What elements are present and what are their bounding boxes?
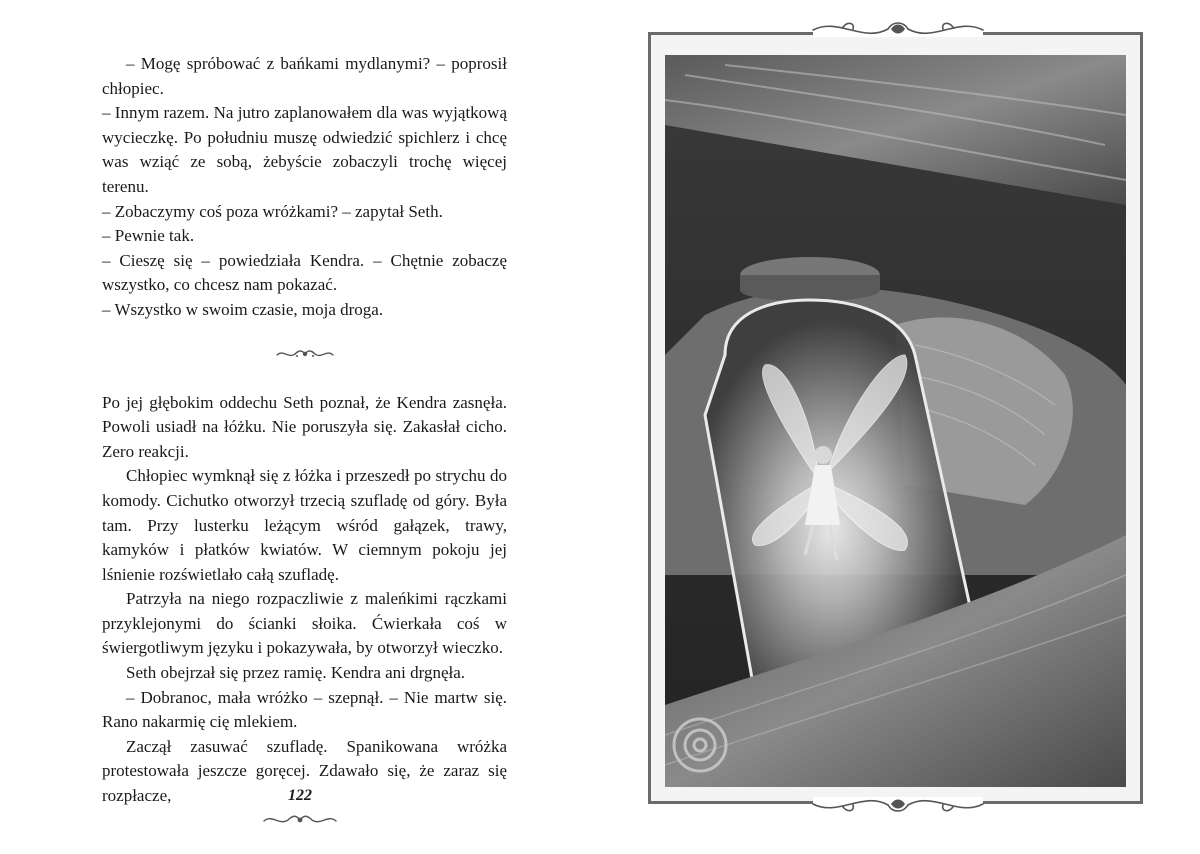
paragraph: Patrzyła na niego rozpaczliwie z maleńkimi rączkami przyklejonymi do ścianki słoika. Ćwierkała coś w świergotliwym języku i pokazywała, by otworzył wieczko. — [102, 589, 507, 658]
paragraph: Chłopiec wymknął się z łóżka i przeszedł po strychu do komody. Cichutko otworzył trzecią szufladę od góry. Była tam. Przy lusterku leżącym wśród gałązek, trawy, kamyków i płatków kwiatów. W ciemnym pokoju jej lśnienie rozświetlało całą szufladę. — [102, 466, 507, 584]
frame-ornament-bottom-icon — [803, 789, 993, 819]
paragraph: – Wszystko w swoim czasie, moja droga. — [102, 299, 384, 319]
fairy-in-jar-illustration-icon — [665, 55, 1126, 787]
frame-ornament-top-icon — [803, 15, 993, 45]
illustration-frame — [648, 32, 1143, 804]
page-number: 122 — [288, 787, 312, 804]
paragraph: Seth obejrzał się przez ramię. Kendra ani drgnęła. — [126, 663, 466, 683]
paragraph: – Cieszę się – powiedziała Kendra. – Chętnie zobaczę wszystko, co chcesz nam pokazać. — [102, 250, 507, 295]
paragraph: Po jej głębokim oddechu Seth poznał, że Kendra zasnęła. Powoli usiadł na łóżku. Nie poruszyła się. Zakasłał cicho. Zero reakcji. — [102, 392, 507, 461]
paragraph: – Dobranoc, mała wróżko – szepnął. – Nie martw się. Rano nakarmię cię mlekiem. — [102, 687, 507, 732]
right-page — [600, 0, 1200, 854]
section-ornament-icon — [275, 347, 335, 361]
paragraph: – Zobaczymy coś poza wróżkami? – zapytał Seth. — [102, 201, 443, 221]
text-column — [102, 52, 507, 809]
paragraph: – Innym razem. Na jutro zaplanowałem dla was wyjątkową wycieczkę. Po południu muszę odwiedzić spichlerz i chcę was wziąć ze sobą, żebyście zobaczyli trochę więcej terenu. — [102, 103, 507, 196]
footer-ornament-icon — [262, 812, 338, 828]
paragraph: – Pewnie tak. — [102, 226, 195, 246]
paragraph: Zaczął zasuwać szufladę. Spanikowana wróżka protestowała jeszcze goręcej. Zdawało się, że zaraz się rozpłacze, — [102, 736, 507, 806]
illustration — [665, 55, 1126, 787]
paragraph: – Mogę spróbować z bańkami mydlanymi? – poprosił chłopiec. — [102, 54, 507, 98]
